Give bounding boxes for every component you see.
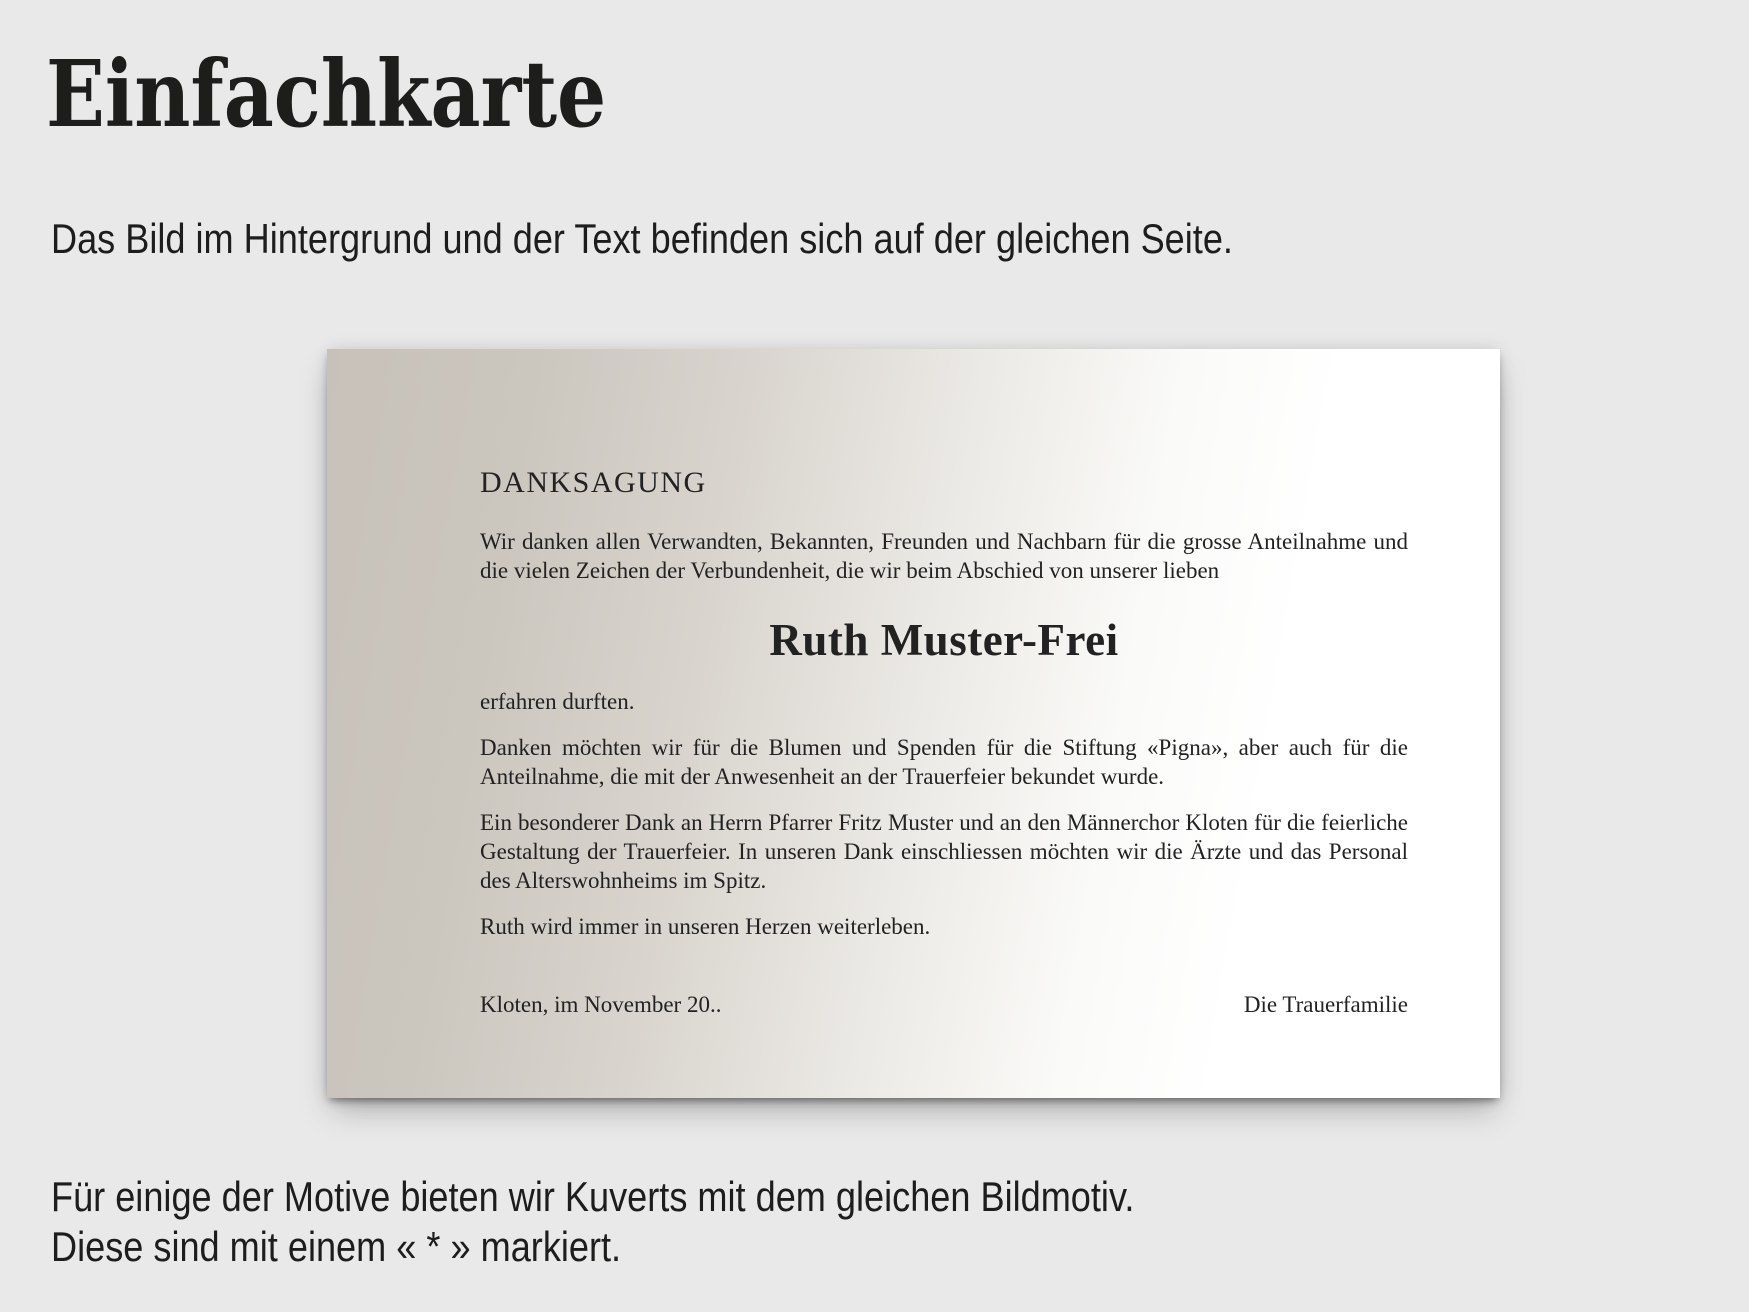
page-note-line2: Diese sind mit einem « * » markiert. <box>51 1223 622 1270</box>
page-note <box>51 1172 1134 1272</box>
thank-you-card-preview <box>327 349 1500 1098</box>
card-paragraph-herzen: Ruth wird immer in unseren Herzen weiterleben. <box>480 913 931 939</box>
page-note-line1: Für einige der Motive bieten wir Kuverts mit dem gleichen Bildmotiv. <box>51 1173 1135 1220</box>
page-subtitle: Das Bild im Hintergrund und der Text befinden sich auf der gleichen Seite. <box>51 215 1233 262</box>
card-paragraph-danken: Danken möchten wir für die Blumen und Spenden für die Stiftung «Pigna», aber auch für die Anteilnahme, die mit der Anwesenheit an der Trauerfeier bekundet wurde. <box>480 734 1408 789</box>
card-place-date: Kloten, im November 20.. <box>480 992 722 1017</box>
card-family-signature: Die Trauerfamilie <box>1243 992 1408 1017</box>
card-paragraph-erfahren: erfahren durften. <box>480 688 635 714</box>
card-paragraph-besonderer-dank: Ein besonderer Dank an Herrn Pfarrer Fritz Muster und an den Männerchor Kloten für die feierliche Gestaltung der Trauerfeier. In unseren Dank einschliessen möchten wir die Ärzte und das Personal des Alterswohnheims im Spitz. <box>480 809 1408 893</box>
page-title: Einfachkarte <box>46 40 607 148</box>
card-heading: DANKSAGUNG <box>480 466 707 499</box>
card-paragraph-intro: Wir danken allen Verwandten, Bekannten, Freunden und Nachbarn für die grosse Anteilnahme und die vielen Zeichen der Verbundenheit, die wir beim Abschied von unserer lieben <box>480 529 1408 583</box>
card-footer <box>480 990 1408 1019</box>
deceased-name: Ruth Muster-Frei <box>769 615 1119 665</box>
